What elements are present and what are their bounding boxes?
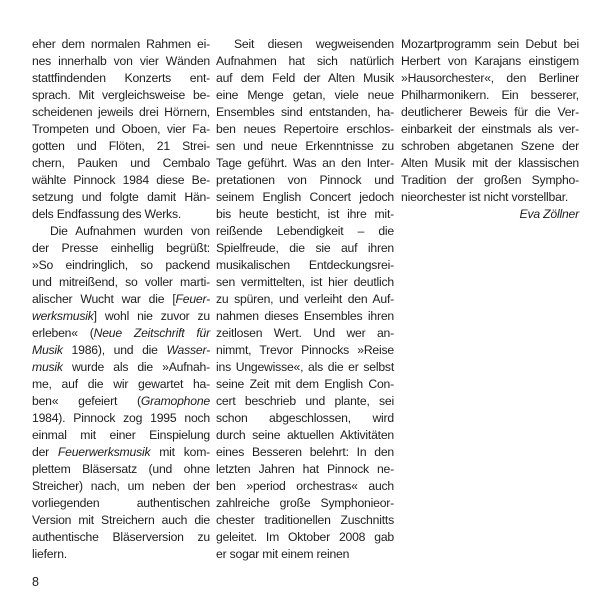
text-run: nes innerhalb von vier Wänden	[32, 54, 210, 68]
text-line	[32, 36, 210, 53]
text-line	[216, 359, 394, 376]
text-run: setzung und folgte damit Hän-	[32, 190, 210, 204]
text-run: zu spüren, und verleiht den Auf-	[216, 292, 394, 306]
text-line	[216, 546, 394, 563]
text-line	[32, 172, 210, 189]
text-line	[32, 104, 210, 121]
text-run: ins Ungewisse«, als die er selbst	[216, 360, 394, 374]
author-signature: Eva Zöllner	[519, 207, 579, 221]
text-run: scheidenen jeweils drei Hörnern,	[32, 105, 210, 119]
text-run: dels Endfassung des Werks.	[32, 207, 182, 221]
text-line	[32, 495, 210, 512]
italic-title: Wasser-	[166, 343, 210, 357]
text-line	[216, 376, 394, 393]
text-line	[216, 512, 394, 529]
text-line	[216, 155, 394, 172]
text-run: Tradition der großen Sympho-	[401, 173, 579, 187]
text-line	[401, 172, 579, 189]
text-run: schon abgeschlossen, wird	[216, 411, 394, 425]
text-run: Philharmonikern. Ein besserer,	[401, 88, 579, 102]
text-run: eines Besseren belehrt: In den	[216, 445, 394, 459]
text-line	[32, 546, 210, 563]
text-run: Version mit Streichern auch die	[32, 513, 210, 527]
text-run: sen vermittelten, ist hier deutlich	[216, 275, 394, 289]
text-run: Alten Musik mit der klassischen	[401, 156, 579, 170]
text-line	[401, 36, 579, 53]
text-run: und mitreißend, so voller marti-	[32, 275, 210, 289]
text-run: Mozartprogramm sein Debut bei	[401, 37, 579, 51]
text-line	[216, 53, 394, 70]
text-run: ben« gefeiert (	[32, 394, 141, 408]
text-column-2	[216, 36, 394, 563]
text-line	[216, 121, 394, 138]
text-line	[32, 70, 210, 87]
text-run: nieorchester ist nicht vorstellbar.	[401, 190, 569, 204]
text-line	[216, 104, 394, 121]
text-run: sprach. Mit vergleichsweise be-	[32, 88, 210, 102]
text-run: geleitet. Im Oktober 2008 gab	[216, 530, 394, 544]
text-run: chester traditionellen Zuschnitts	[216, 513, 394, 527]
text-run: reißende Lebendigkeit – die	[216, 224, 394, 238]
text-run: Seit diesen wegweisenden	[234, 37, 394, 51]
text-line	[32, 427, 210, 444]
text-line	[32, 393, 210, 410]
text-run: Ensembles sind entstanden, ha-	[216, 105, 394, 119]
text-line	[32, 53, 210, 70]
text-run: Herbert von Karajans einstigem	[401, 54, 579, 68]
text-run: mit kom-	[150, 445, 210, 459]
text-run: zahlreiche große Symphonieor-	[216, 496, 394, 510]
text-line	[32, 512, 210, 529]
text-run: seine Zeit mit dem English Con-	[216, 377, 394, 391]
text-column-1	[32, 36, 210, 563]
text-line	[216, 36, 394, 53]
text-run: plettem Bläsersatz (und ohne	[32, 462, 210, 476]
text-line	[216, 189, 394, 206]
text-run: einmal mit einer Einspielung	[32, 428, 210, 442]
text-run: auf dem Feld der Alten Musik	[216, 71, 394, 85]
text-run: seinem English Concert jedoch	[216, 190, 394, 204]
text-run: ] wohl nie zuvor zu	[93, 309, 210, 323]
italic-title: Feuer-	[175, 292, 210, 306]
text-line	[32, 359, 210, 376]
text-line	[216, 223, 394, 240]
text-line	[216, 206, 394, 223]
text-line	[216, 444, 394, 461]
text-line	[401, 53, 579, 70]
text-run: erleben« (	[32, 326, 94, 340]
text-line	[216, 291, 394, 308]
text-line	[32, 206, 210, 223]
text-run: musikalischen Entdeckungsrei-	[216, 258, 394, 272]
text-run: vorliegenden authentischen	[32, 496, 210, 510]
page-number: 8	[32, 575, 39, 589]
text-line	[216, 495, 394, 512]
text-line	[32, 444, 210, 461]
text-run: me, auf die wir gewartet ha-	[32, 377, 210, 391]
text-line	[401, 87, 579, 104]
text-run: Tage geführt. Was an den Inter-	[216, 156, 394, 170]
text-run: eher dem normalen Rahmen ei-	[32, 37, 210, 51]
text-run: nimmt, Trevor Pinnocks »Reise	[216, 343, 394, 357]
text-line	[216, 87, 394, 104]
text-run: wählte Pinnock 1984 diese Be-	[32, 173, 210, 187]
text-line	[216, 461, 394, 478]
text-line	[401, 104, 579, 121]
text-line	[401, 121, 579, 138]
text-run: alischer Wucht war die [	[32, 292, 176, 306]
text-line	[216, 393, 394, 410]
text-run: nahmen dieses Ensembles ihren	[216, 309, 394, 323]
text-line	[216, 172, 394, 189]
text-run: Streicher) nach, um neben der	[32, 479, 210, 493]
text-line	[32, 529, 210, 546]
text-line	[32, 410, 210, 427]
text-line	[216, 342, 394, 359]
text-run: 1984). Pinnock zog 1995 noch	[32, 411, 210, 425]
text-line	[32, 325, 210, 342]
text-line	[32, 274, 210, 291]
text-line	[32, 376, 210, 393]
italic-title: musik	[32, 360, 63, 374]
text-line	[216, 325, 394, 342]
text-run: sen und neue Erkenntnisse zu	[216, 139, 394, 153]
text-line	[32, 342, 210, 359]
text-line	[216, 410, 394, 427]
text-line	[401, 189, 579, 206]
text-line	[32, 257, 210, 274]
text-run: er sogar mit einem reinen	[216, 547, 350, 561]
text-line	[216, 257, 394, 274]
text-line	[216, 427, 394, 444]
text-line	[32, 223, 210, 240]
text-run: durch seine aktuellen Aktivitäten	[216, 428, 394, 442]
text-run: Die Aufnahmen wurden von	[50, 224, 210, 238]
text-run: pretationen von Pinnock und	[216, 173, 394, 187]
text-line	[32, 291, 210, 308]
text-run: »So eindringlich, so packend	[32, 258, 210, 272]
text-line	[216, 478, 394, 495]
text-run: einbarkeit der einstmals als ver-	[401, 122, 579, 136]
text-line	[216, 240, 394, 257]
italic-title: Gramophone	[140, 394, 210, 408]
text-run: schroben abgetanen Szene der	[401, 139, 579, 153]
text-run: Aufnahmen hat sich natürlich	[216, 54, 394, 68]
text-run: wurde als die »Aufnah-	[62, 360, 210, 374]
text-line	[32, 240, 210, 257]
text-line	[401, 155, 579, 172]
text-run: ben neues Repertoire erschlos-	[216, 122, 394, 136]
text-run: authentische Bläserversion zu	[32, 530, 210, 544]
text-run: chern, Pauken und Cembalo	[32, 156, 210, 170]
italic-title: werksmusik	[32, 309, 94, 323]
text-run: gotten und Flöten, 21 Strei-	[32, 139, 210, 153]
text-run: 1986), und die	[62, 343, 167, 357]
text-line	[216, 308, 394, 325]
italic-title: Feuerwerksmusik	[57, 445, 151, 459]
text-line	[32, 461, 210, 478]
text-run: liefern.	[32, 547, 67, 561]
text-run: Trompeten und Oboen, vier Fa-	[32, 122, 210, 136]
text-line	[32, 155, 210, 172]
text-line	[32, 478, 210, 495]
text-run: deutlicherer Beweis für die Ver-	[401, 105, 579, 119]
italic-title: Neue Zeitschrift für	[93, 326, 210, 340]
text-line	[32, 138, 210, 155]
text-line	[401, 138, 579, 155]
text-line	[216, 529, 394, 546]
text-line	[32, 87, 210, 104]
text-run: Spielfreude, die sie auf ihren	[216, 241, 394, 255]
text-run: cert beschrieb und plante, sei	[216, 394, 394, 408]
text-run: bis heute besticht, ist ihre mit-	[216, 207, 394, 221]
italic-title: Musik	[32, 343, 63, 357]
text-run: eine Menge getan, viele neue	[216, 88, 394, 102]
text-run: stattfindenden Konzerts ent-	[32, 71, 210, 85]
text-run: ben »period orchestras« auch	[216, 479, 394, 493]
text-run: »Hausorchester«, den Berliner	[401, 71, 579, 85]
text-line	[216, 138, 394, 155]
text-line	[32, 308, 210, 325]
text-line	[32, 189, 210, 206]
text-line	[216, 70, 394, 87]
text-line	[32, 121, 210, 138]
text-line	[216, 274, 394, 291]
text-column-3	[401, 36, 579, 223]
text-run: letzten Jahren hat Pinnock ne-	[216, 462, 394, 476]
text-line	[401, 70, 579, 87]
text-run: der Presse einhellig begrüßt:	[32, 241, 210, 255]
text-run: zeitlosen Wert. Und wer an-	[216, 326, 394, 340]
text-run: der	[32, 445, 58, 459]
